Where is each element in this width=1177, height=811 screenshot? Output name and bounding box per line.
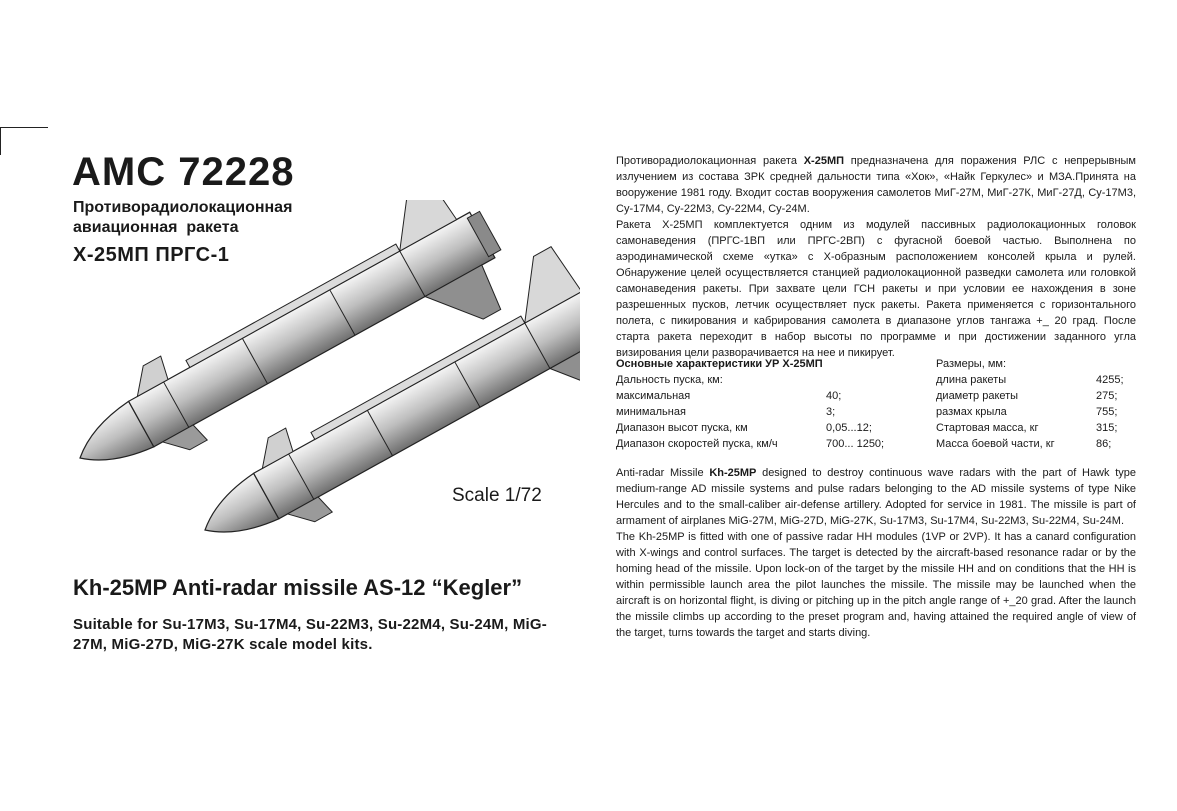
ru-p1-start: Противорадиолокационная ракета [616, 155, 804, 167]
spec-dims-title: Размеры, мм: [936, 358, 1007, 370]
spec-dim-label: Стартовая масса, кг [936, 422, 1039, 434]
corner-mark-vertical [0, 127, 1, 155]
ru-subtitle-line2: авиационная ракета [73, 219, 239, 236]
spec-dim-label: размах крыла [936, 406, 1007, 418]
scale-label: Scale 1/72 [452, 485, 542, 506]
en-p1-rest: designed to destroy continuous wave radars with the part of Hawk type medium-range AD missile systems and pulse radars belonging to the AD missile systems of type Nike Hercules and to the small-caliber air-defense artillery. Adopted for service in 1981. The missile is part of armament of airplanes MiG-27M, MiG-27D, MiG-27K, Su-17M3, Su-17M4, Su-22M3, Su-22M4, Su-24M. [616, 467, 1136, 527]
en-paragraph-1 [616, 465, 1136, 529]
spec-row [616, 372, 1136, 388]
spec-row [616, 436, 1136, 452]
ru-p1-missile-name: Х-25МП [803, 155, 845, 167]
suitable-kits: Suitable for Su-17M3, Su-17M4, Su-22M3, Su-22M4, Su-24M, MiG-27M, MiG-27D, MiG-27K scale model kits. [73, 616, 547, 653]
ru-paragraph-1 [616, 153, 1136, 217]
en-p1-start: Anti-radar Missile [616, 467, 710, 479]
ru-product-name: Х-25МП ПРГС-1 [73, 244, 230, 266]
spec-row [616, 404, 1136, 420]
ru-paragraph-2: Ракета Х-25МП комплектуется одним из модулей пассивных радиолокационных головок самонаведения (ПРГС-1ВП или ПРГС-2ВП) с фугасной боевой частью. Выполнена по аэродинамической схеме «утка» с Х-образным расположением консолей крыла и рулей. Обнаружение целей осуществляется станцией радиолокационной разведки самолета или головкой самонаведения ракеты. При захвате цели ГСН ракеты и при условии ее нахождения в зоне разрешенных пусков, летчик осуществляет пуск ракеты. Ракета применяется с горизонтального полета, с пикирования и кабрирования самолета в диапазоне углов тангажа +_ 20 град. После старта ракета переходит в набор высоты по программе и при достижении заданного угла визирования цели разворачивается на нее и пикирует. [616, 219, 1136, 359]
spec-dim-value: 275; [1096, 390, 1118, 402]
en-p1-missile-name: Kh-25MP [709, 467, 757, 479]
spec-value [826, 372, 936, 388]
spec-dim-label: Масса боевой части, кг [936, 438, 1055, 450]
en-title: Kh-25MP Anti-radar missile AS-12 “Kegler” [73, 575, 523, 600]
spec-label: Диапазон высот пуска, км [616, 422, 748, 434]
spec-label: Дальность пуска, км: [616, 374, 723, 386]
spec-dim-value: 4255; [1096, 374, 1124, 386]
spec-value: 40; [826, 390, 842, 402]
product-code: AMC 72228 [72, 150, 295, 194]
spec-table [616, 356, 1136, 452]
spec-dim-value: 315; [1096, 422, 1118, 434]
spec-value: 3; [826, 406, 836, 418]
spec-label: минимальная [616, 406, 686, 418]
ru-p1-rest: предназначена для поражения РЛС с непрерывным излучением из состава ЗРК средней дальности типа «Хок», «Найк Геркулес» и МЗА.Принята на вооружение 1981 году. Входит состав вооружения самолетов МиГ-27М, МиГ-27К, МиГ-27Д, Су-17М3, Су-17М4, Су-22М3, Су-22М4, Су-24М. [616, 155, 1136, 215]
en-paragraph-2: The Kh-25MP is fitted with one of passive radar HH modules (1VP or 2VP). It has a canard configuration with X-wings and control surfaces. The target is detected by the aircraft-based resonance radar or by the homing head of the missile. Upon lock-on of the target by the missile HH and on conditions that the HH is within permissible launch area the pilot launches the missile. The missile may be launched when the aircraft is on horizontal flight, is diving or pitching up in the pitch angle range of +_20 grad. After the launch the missile climbs up according to the preset program and, having attained the required angle of view of the target, turns towards the target and starts diving. [616, 531, 1136, 639]
ru-subtitle-line1: Противорадиолокационная [73, 199, 293, 216]
ru-description [616, 153, 1136, 361]
spec-dim-label: диаметр ракеты [936, 390, 1019, 402]
spec-label: Диапазон скоростей пуска, км/ч [616, 438, 778, 450]
spec-row [616, 420, 1136, 436]
spec-value: 700... 1250; [826, 438, 885, 450]
spec-label: максимальная [616, 390, 691, 402]
spec-value: 0,05...12; [826, 422, 872, 434]
en-description [616, 465, 1136, 641]
spec-dim-value: 755; [1096, 406, 1118, 418]
spec-dim-label: длина ракеты [936, 374, 1007, 386]
spec-dim-value: 86; [1096, 438, 1112, 450]
spec-header-row [616, 356, 1136, 372]
spec-title: Основные характеристики УР Х-25МП [616, 358, 823, 370]
spec-row [616, 388, 1136, 404]
corner-mark-horizontal [0, 127, 48, 128]
